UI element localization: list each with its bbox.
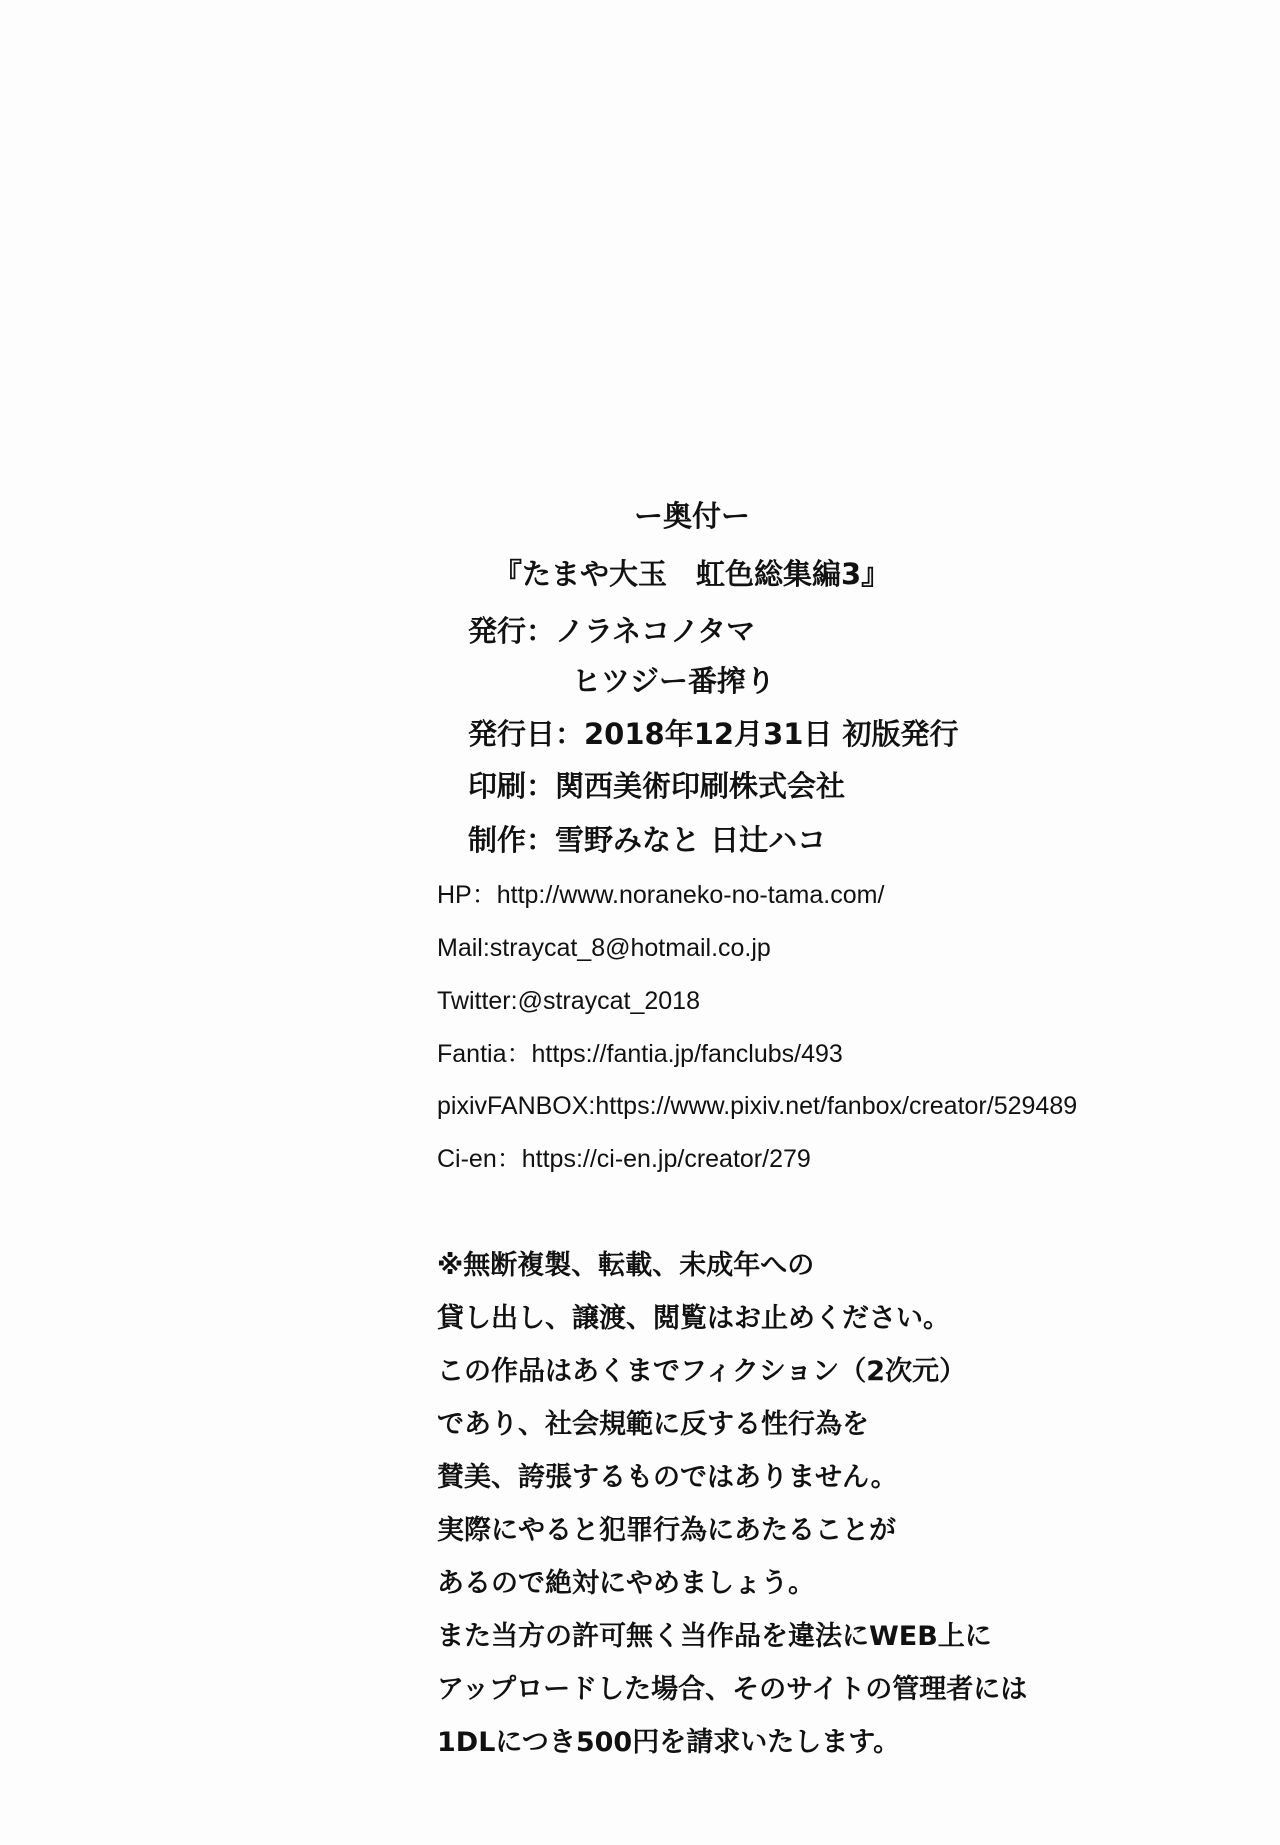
fantia-link[interactable]: Fantia：https://fantia.jp/fanclubs/493 xyxy=(437,1040,843,1068)
notice-line: あるので絶対にやめましょう。 xyxy=(437,1568,815,1599)
notice-line: であり、社会規範に反する性行為を xyxy=(437,1409,869,1440)
publisher-line: 発行：ノラネコノタマ xyxy=(468,614,756,648)
book-title: 『たまや大玉 虹色総集編3』 xyxy=(493,557,891,591)
cien-link[interactable]: Ci-en：https://ci-en.jp/creator/279 xyxy=(437,1145,811,1173)
printer-line: 印刷：関西美術印刷株式会社 xyxy=(468,769,846,803)
twitter-link[interactable]: Twitter:@straycat_2018 xyxy=(437,987,700,1015)
notice-line: ※無断複製、転載、未成年への xyxy=(437,1250,815,1281)
notice-line: 実際にやると犯罪行為にあたることが xyxy=(437,1515,896,1546)
fanbox-link[interactable]: pixivFANBOX:https://www.pixiv.net/fanbox/creator/529489 xyxy=(437,1092,1078,1120)
notice-line: また当方の許可無く当作品を違法にWEB上に xyxy=(437,1621,992,1652)
notice-line: アップロードした場合、そのサイトの管理者には xyxy=(437,1674,1028,1705)
mail-link[interactable]: Mail:straycat_8@hotmail.co.jp xyxy=(437,934,771,962)
notice-line: この作品はあくまでフィクション（2次元） xyxy=(437,1356,967,1387)
notice-line: 賛美、誇張するものではありません。 xyxy=(437,1462,898,1493)
homepage-link[interactable]: HP：http://www.noraneko-no-tama.com/ xyxy=(437,881,885,909)
notice-line: 貸し出し、譲渡、閲覧はお止めください。 xyxy=(437,1303,950,1334)
publication-date-line: 発行日：2018年12月31日 初版発行 xyxy=(468,717,959,751)
colophon-heading: ー奥付ー xyxy=(634,499,751,533)
publisher-line-2: ヒツジー番搾り xyxy=(572,664,776,698)
notice-line: 1DLにつき500円を請求いたします。 xyxy=(437,1727,901,1758)
production-line: 制作：雪野みなと 日辻ハコ xyxy=(468,823,827,857)
